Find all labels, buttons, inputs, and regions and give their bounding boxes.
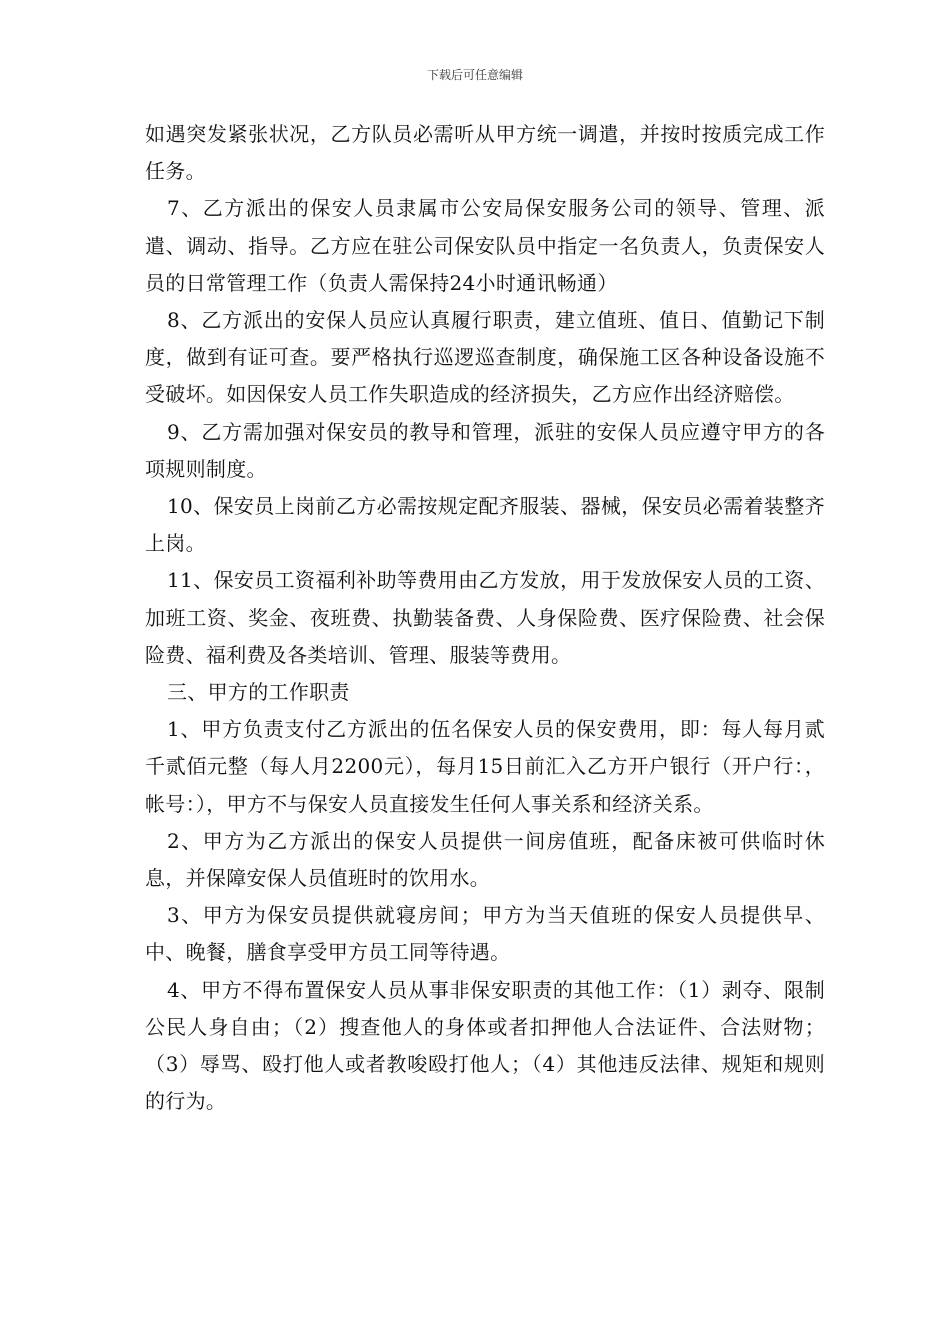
paragraph-item-11: 11、保安员工资福利补助等费用由乙方发放，用于发放保安人员的工资、加班工资、奖金、夜班费、执勤装备费、人身保险费、医疗保险费、社会保险费、福利费及各类培训、管理、服装等费用。 — [145, 568, 825, 667]
page-header-note: 下载后可任意编辑 — [426, 68, 523, 82]
paragraph-item-9: 9、乙方需加强对保安员的教导和管理，派驻的安保人员应遵守甲方的各项规则制度。 — [145, 419, 825, 481]
paragraph-continued: 如遇突发紧张状况，乙方队员必需听从甲方统一调遣，并按时按质完成工作任务。 — [145, 122, 825, 184]
paragraph-duty-4: 4、甲方不得布置保安人员从事非保安职责的其他工作：（1）剥夺、限制公民人身自由；（2）搜查他人的身体或者扣押他人合法证件、合法财物；（3）辱骂、殴打他人或者教唆殴打他人；（4）其他违反法律、规矩和规则的行为。 — [145, 977, 825, 1114]
paragraph-duty-3: 3、甲方为保安员提供就寝房间；甲方为当天值班的保安人员提供早、中、晚餐，膳食享受甲方员工同等待遇。 — [145, 903, 825, 965]
paragraph-duty-1: 1、甲方负责支付乙方派出的伍名保安人员的保安费用，即：每人每月贰千贰佰元整（每人月2200元），每月15日前汇入乙方开户银行（开户行：，帐号：），甲方不与保安人员直接发生任何人事关系和经济关系。 — [145, 717, 825, 816]
paragraph-item-7: 7、乙方派出的保安人员隶属市公安局保安服务公司的领导、管理、派遣、调动、指导。乙方应在驻公司保安队员中指定一名负责人，负责保安人员的日常管理工作（负责人需保持24小时通讯畅通） — [145, 196, 825, 295]
section-heading-party-a-duties: 三、甲方的工作职责 — [167, 680, 350, 705]
document-body — [145, 116, 825, 1120]
paragraph-item-10: 10、保安员上岗前乙方必需按规定配齐服装、器械，保安员必需着装整齐上岗。 — [145, 494, 825, 556]
paragraph-item-8: 8、乙方派出的安保人员应认真履行职责，建立值班、值日、值勤记下制度，做到有证可查。要严格执行巡逻巡查制度，确保施工区各种设备设施不受破坏。如因保安人员工作失职造成的经济损失，乙方应作出经济赔偿。 — [145, 308, 825, 407]
paragraph-duty-2: 2、甲方为乙方派出的保安人员提供一间房值班，配备床被可供临时休息，并保障安保人员值班时的饮用水。 — [145, 828, 825, 891]
